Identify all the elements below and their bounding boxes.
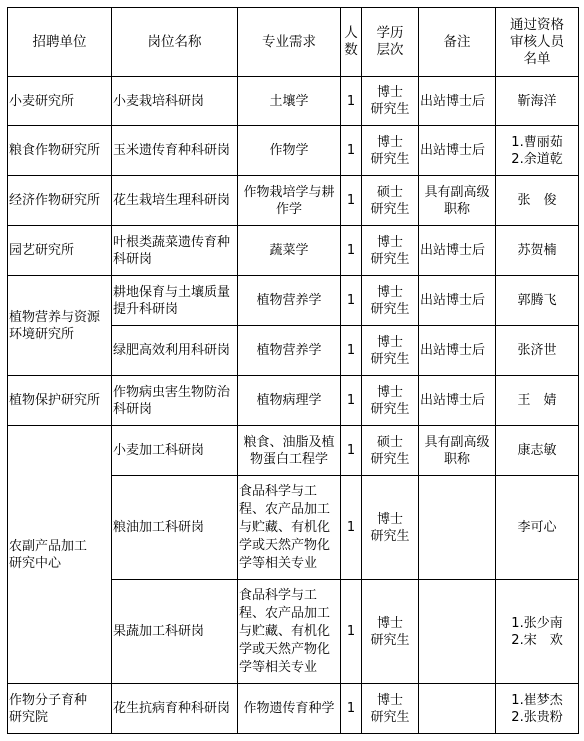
note-cell: 出站博士后: [419, 326, 496, 376]
table-row: [8, 126, 579, 176]
edu-cell: 博士 研究生: [362, 684, 419, 734]
names-cell: 1.崔梦杰 2.张贵粉: [496, 684, 579, 734]
count-cell: 1: [341, 176, 362, 226]
unit-cell: 园艺研究所: [8, 226, 112, 276]
post-cell: 花生栽培生理科研岗: [112, 176, 238, 226]
unit-cell: 作物分子育种 研究院: [8, 684, 112, 734]
table-row: [8, 276, 579, 326]
count-cell: 1: [341, 684, 362, 734]
unit-cell: 小麦研究所: [8, 77, 112, 126]
note-cell: 具有副高级 职称: [419, 176, 496, 226]
note-cell: [419, 684, 496, 734]
header-major: 专业需求: [238, 8, 341, 77]
names-cell: 康志敏: [496, 426, 579, 476]
note-cell: [419, 580, 496, 684]
post-cell: 作物病虫害生物防治 科研岗: [112, 376, 238, 426]
header-post: 岗位名称: [112, 8, 238, 77]
edu-cell: 博士 研究生: [362, 276, 419, 326]
header-row: [8, 8, 579, 77]
major-cell: 土壤学: [238, 77, 341, 126]
names-cell: 1.张少南 2.宋 欢: [496, 580, 579, 684]
count-cell: 1: [341, 226, 362, 276]
unit-cell: 粮食作物研究所: [8, 126, 112, 176]
major-cell: 植物病理学: [238, 376, 341, 426]
edu-cell: 博士 研究生: [362, 376, 419, 426]
edu-cell: 博士 研究生: [362, 126, 419, 176]
major-cell: 植物营养学: [238, 326, 341, 376]
header-edu: 学历 层次: [362, 8, 419, 77]
note-cell: 出站博士后: [419, 276, 496, 326]
major-cell: 食品科学与工 程、农产品加工 与贮藏、有机化 学或天然产物化 学等相关专业: [238, 476, 341, 580]
post-cell: 叶根类蔬菜遗传育种 科研岗: [112, 226, 238, 276]
table-row: [8, 426, 579, 476]
table-row: [8, 226, 579, 276]
names-cell: 靳海洋: [496, 77, 579, 126]
post-cell: 玉米遗传育种科研岗: [112, 126, 238, 176]
table-row: [8, 176, 579, 226]
names-cell: 王 婧: [496, 376, 579, 426]
table-row: [8, 684, 579, 734]
note-cell: 出站博士后: [419, 126, 496, 176]
unit-cell: 经济作物研究所: [8, 176, 112, 226]
edu-cell: 博士 研究生: [362, 326, 419, 376]
major-cell: 蔬菜学: [238, 226, 341, 276]
names-cell: 苏贺楠: [496, 226, 579, 276]
header-unit: 招聘单位: [8, 8, 112, 77]
count-cell: 1: [341, 376, 362, 426]
header-note: 备注: [419, 8, 496, 77]
names-cell: 张济世: [496, 326, 579, 376]
edu-cell: 博士 研究生: [362, 476, 419, 580]
post-cell: 小麦加工科研岗: [112, 426, 238, 476]
major-cell: 粮食、油脂及植 物蛋白工程学: [238, 426, 341, 476]
recruitment-table: [7, 7, 579, 734]
major-cell: 植物营养学: [238, 276, 341, 326]
header-names: 通过资格 审核人员 名单: [496, 8, 579, 77]
count-cell: 1: [341, 326, 362, 376]
unit-cell: 农副产品加工 研究中心: [8, 426, 112, 684]
edu-cell: 博士 研究生: [362, 580, 419, 684]
table-row: [8, 77, 579, 126]
names-cell: 李可心: [496, 476, 579, 580]
post-cell: 粮油加工科研岗: [112, 476, 238, 580]
table-row: [8, 376, 579, 426]
names-cell: 1.曹丽茹 2.余道乾: [496, 126, 579, 176]
names-cell: 张 俊: [496, 176, 579, 226]
major-cell: 作物栽培学与耕 作学: [238, 176, 341, 226]
note-cell: [419, 476, 496, 580]
post-cell: 花生抗病育种科研岗: [112, 684, 238, 734]
post-cell: 果蔬加工科研岗: [112, 580, 238, 684]
post-cell: 绿肥高效利用科研岗: [112, 326, 238, 376]
note-cell: 出站博士后: [419, 77, 496, 126]
major-cell: 作物学: [238, 126, 341, 176]
major-cell: 作物遗传育种学: [238, 684, 341, 734]
count-cell: 1: [341, 476, 362, 580]
count-cell: 1: [341, 276, 362, 326]
edu-cell: 硕士 研究生: [362, 426, 419, 476]
count-cell: 1: [341, 77, 362, 126]
edu-cell: 硕士 研究生: [362, 176, 419, 226]
post-cell: 小麦栽培科研岗: [112, 77, 238, 126]
unit-cell: 植物保护研究所: [8, 376, 112, 426]
note-cell: 出站博士后: [419, 376, 496, 426]
major-cell: 食品科学与工 程、农产品加工 与贮藏、有机化 学或天然产物化 学等相关专业: [238, 580, 341, 684]
edu-cell: 博士 研究生: [362, 77, 419, 126]
edu-cell: 博士 研究生: [362, 226, 419, 276]
names-cell: 郭腾飞: [496, 276, 579, 326]
unit-cell: 植物营养与资源 环境研究所: [8, 276, 112, 376]
post-cell: 耕地保育与土壤质量 提升科研岗: [112, 276, 238, 326]
count-cell: 1: [341, 126, 362, 176]
note-cell: 具有副高级 职称: [419, 426, 496, 476]
header-count: 人 数: [341, 8, 362, 77]
count-cell: 1: [341, 426, 362, 476]
note-cell: 出站博士后: [419, 226, 496, 276]
count-cell: 1: [341, 580, 362, 684]
